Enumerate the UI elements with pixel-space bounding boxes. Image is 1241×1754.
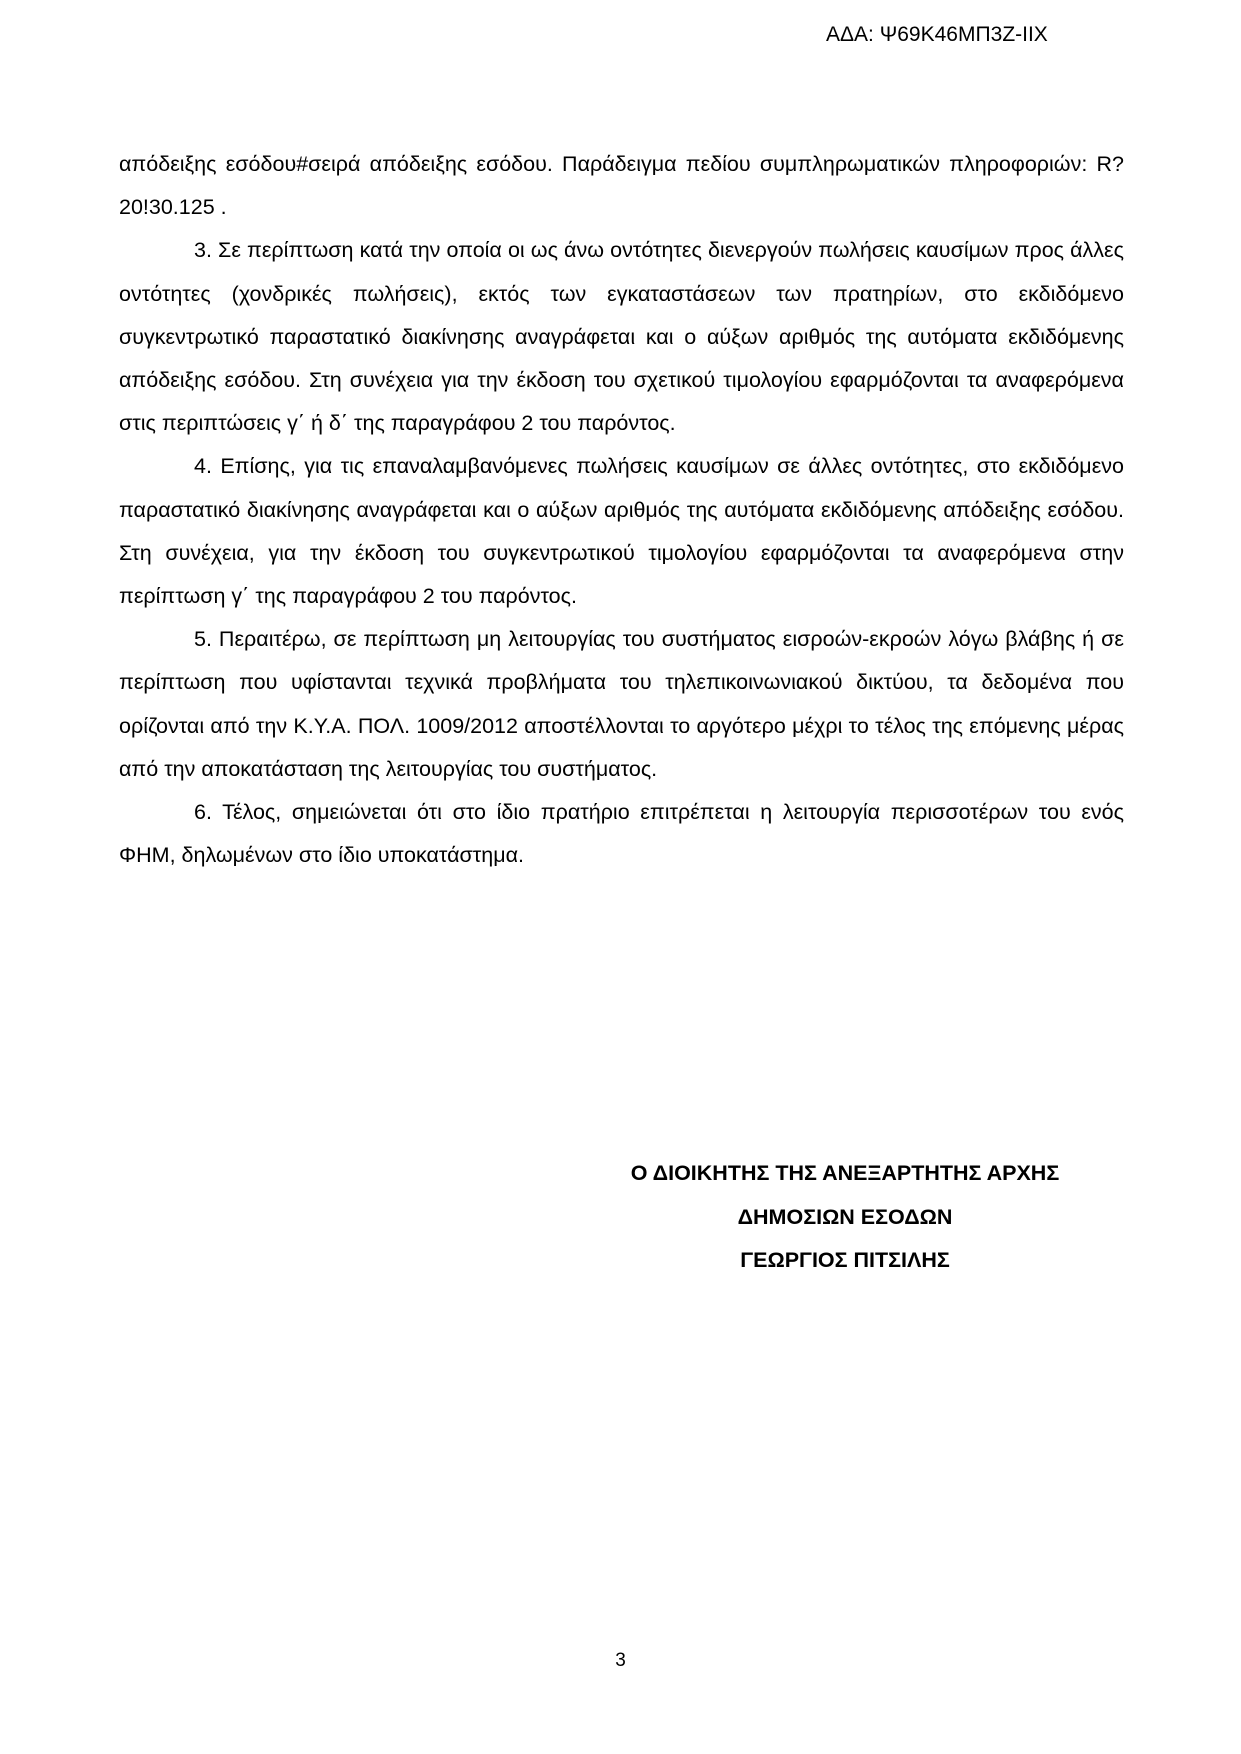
paragraph-5: 5. Περαιτέρω, σε περίπτωση μη λειτουργίας του συστήματος εισροών-εκροών λόγω βλάβης ή σε περίπτωση που υφίστανται τεχνικά προβλήματα του τηλεπικοινωνιακού δικτύου, τα δεδομένα που ορίζονται από την Κ.Υ.Α. ΠΟΛ. 1009/2012 αποστέλλονται το αργότερο μέχρι το τέλος της επόμενης μέρας από την αποκατάσταση της λειτουργίας του συστήματος. xyxy=(119,627,1124,781)
signature-block xyxy=(560,1152,1130,1283)
ada-code: ΑΔΑ: Ψ69Κ46ΜΠ3Ζ-ΙΙΧ xyxy=(826,23,1048,46)
page-number: 3 xyxy=(615,1650,626,1671)
signature-name: ΓΕΩΡΓΙΟΣ ΠΙΤΣΙΛΗΣ xyxy=(740,1248,950,1272)
document-body xyxy=(119,143,1124,877)
paragraph-4: 4. Επίσης, για τις επαναλαμβανόμενες πωλήσεις καυσίμων σε άλλες οντότητες, στο εκδιδόμενο παραστατικό διακίνησης αναγράφεται και ο αύξων αριθμός της αυτόματα εκδιδόμενης απόδειξης εσόδου. Στη συνέχεια, για την έκδοση του συγκεντρωτικού τιμολογίου εφαρμόζονται τα αναφερόμενα στην περίπτωση γ΄ της παραγράφου 2 του παρόντος. xyxy=(119,454,1124,609)
paragraph-continuation: απόδειξης εσόδου#σειρά απόδειξης εσόδου. Παράδειγμα πεδίου συμπληρωματικών πληροφοριών: R?20!30.125 . xyxy=(119,152,1124,220)
paragraph-6: 6. Τέλος, σημειώνεται ότι στο ίδιο πρατήριο επιτρέπεται η λειτουργία περισσοτέρων του ενός ΦΗΜ, δηλωμένων στο ίδιο υποκατάστημα. xyxy=(119,800,1124,868)
paragraph-3: 3. Σε περίπτωση κατά την οποία οι ως άνω οντότητες διενεργούν πωλήσεις καυσίμων προς άλλες οντότητες (χονδρικές πωλήσεις), εκτός των εγκαταστάσεων των πρατηρίων, στο εκδιδόμενο συγκεντρωτικό παραστατικό διακίνησης αναγράφεται και ο αύξων αριθμός της αυτόματα εκδιδόμενης απόδειξης εσόδου. Στη συνέχεια για την έκδοση του σχετικού τιμολογίου εφαρμόζονται τα αναφερόμενα στις περιπτώσεις γ΄ ή δ΄ της παραγράφου 2 του παρόντος. xyxy=(119,238,1124,436)
signature-title-line-2: ΔΗΜΟΣΙΩΝ ΕΣΟΔΩΝ xyxy=(737,1204,953,1229)
signature-title-line-1: Ο ΔΙΟΙΚΗΤΗΣ ΤΗΣ ΑΝΕΞΑΡΤΗΤΗΣ ΑΡΧΗΣ xyxy=(630,1161,1060,1185)
